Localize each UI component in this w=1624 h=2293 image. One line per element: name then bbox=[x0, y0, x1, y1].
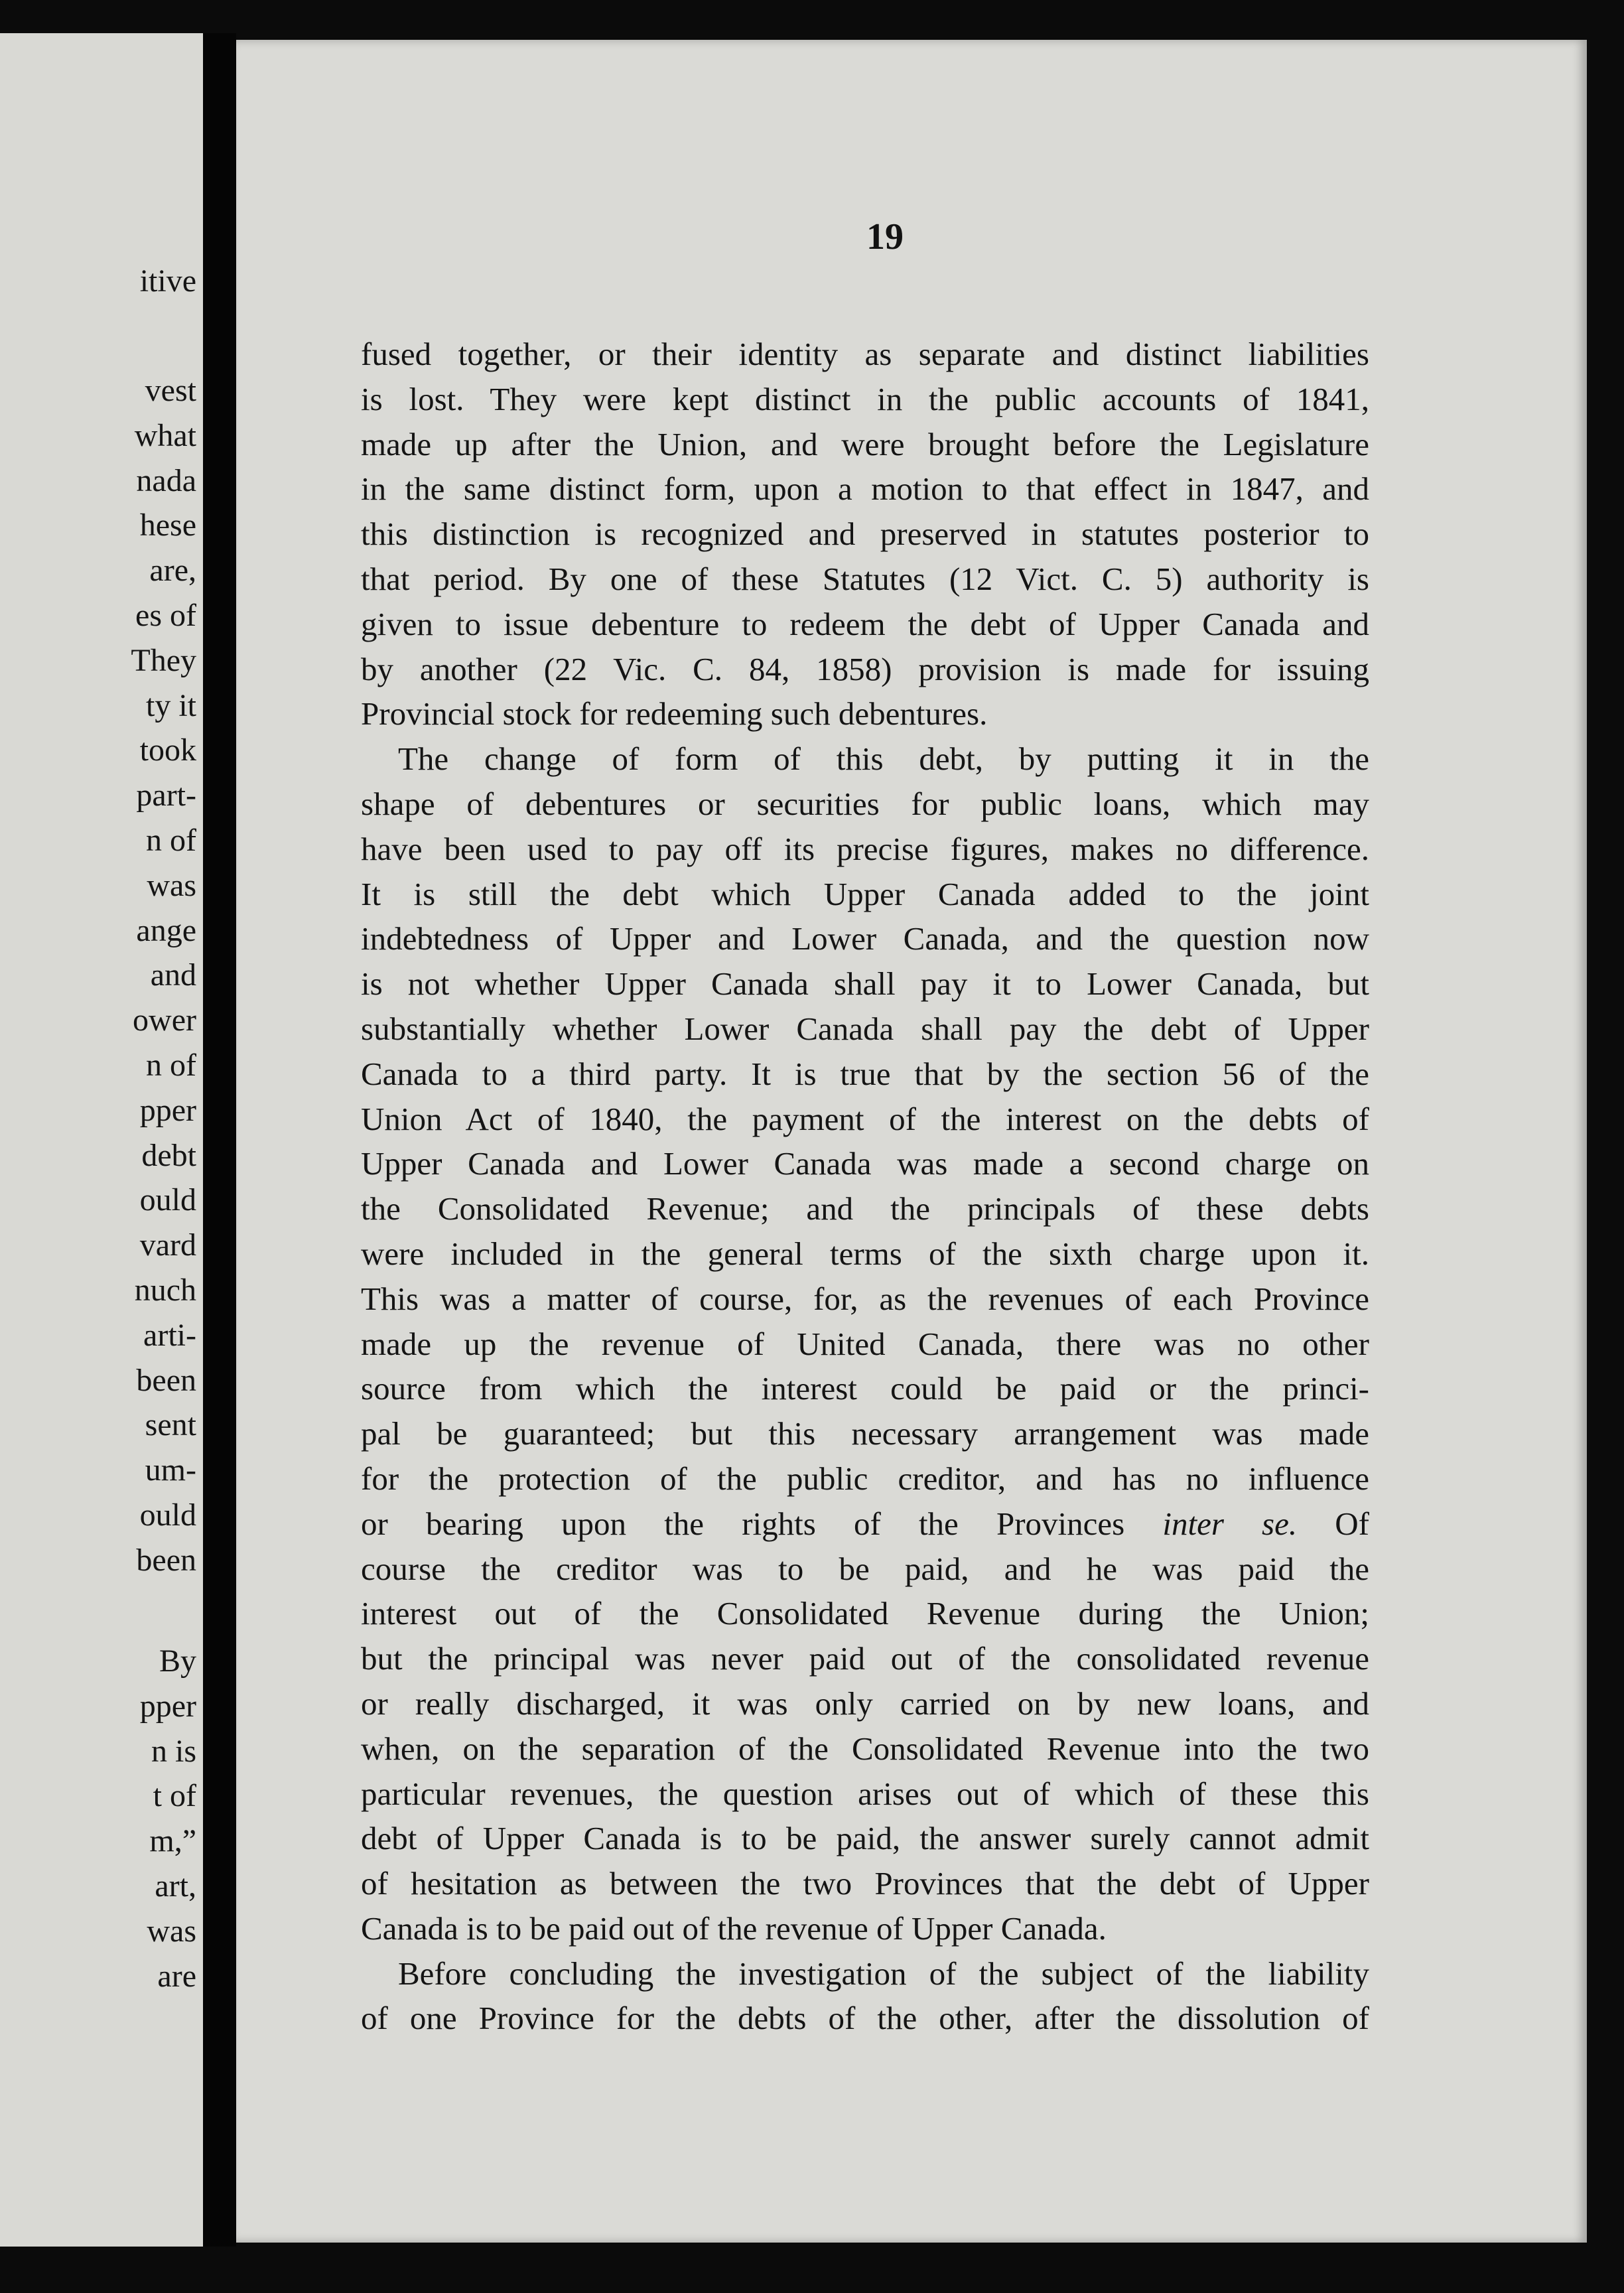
text-line: but the principal was never paid out of the consolidated revenue bbox=[361, 1640, 1369, 1677]
text-line: of hesitation as between the two Provinces that the debt of Upper bbox=[361, 1865, 1369, 1902]
left-page-fragment: been bbox=[136, 1362, 196, 1398]
text-line: substantially whether Lower Canada shall pay the debt of Upper bbox=[361, 1010, 1369, 1047]
text-line: Before concluding the investigation of the subject of the liability bbox=[398, 1955, 1369, 1992]
left-page-fragment: vest bbox=[145, 373, 196, 408]
text-line: in the same distinct form, upon a motion to that effect in 1847, and bbox=[361, 470, 1369, 508]
left-page-fragment: pper bbox=[139, 1092, 196, 1128]
text-line: This was a matter of course, for, as the revenues of each Province bbox=[361, 1280, 1369, 1317]
text-line: It is still the debt which Upper Canada added to the joint bbox=[361, 875, 1369, 912]
text-line: made up after the Union, and were brought before the Legislature bbox=[361, 425, 1369, 462]
left-facing-page bbox=[0, 33, 203, 2247]
text-line: fused together, or their identity as separate and distinct liabilities bbox=[361, 336, 1369, 372]
left-page-fragment: pper bbox=[139, 1688, 196, 1724]
text-line: indebtedness of Upper and Lower Canada, and the question now bbox=[361, 920, 1369, 957]
text-line: is not whether Upper Canada shall pay it to Lower Canada, but bbox=[361, 965, 1369, 1003]
left-page-fragment: was bbox=[147, 867, 196, 903]
text-line: is lost. They were kept distinct in the public accounts of 1841, bbox=[361, 380, 1369, 417]
text-line: debt of Upper Canada is to be paid, the answer surely cannot admit bbox=[361, 1820, 1369, 1857]
text-line: this distinction is recognized and preserved in statutes posterior to bbox=[361, 516, 1369, 553]
left-page-fragment: um- bbox=[145, 1452, 196, 1488]
paragraph bbox=[361, 736, 1369, 1951]
text-line: by another (22 Vic. C. 84, 1858) provision is made for issuing bbox=[361, 650, 1369, 687]
left-page-fragment: ty it bbox=[145, 687, 196, 723]
text-line: for the protection of the public creditor, and has no influence bbox=[361, 1460, 1369, 1497]
paragraph bbox=[361, 1951, 1369, 2042]
paragraph bbox=[361, 332, 1369, 736]
text-line: Canada is to be paid out of the revenue of Upper Canada. bbox=[361, 1910, 1107, 1947]
left-page-fragment: part- bbox=[136, 778, 196, 813]
left-page-fragment: was bbox=[147, 1913, 196, 1949]
text-line: or really discharged, it was only carried on by new loans, and bbox=[361, 1685, 1369, 1722]
left-page-fragment: debt bbox=[141, 1137, 196, 1173]
main-page bbox=[236, 40, 1587, 2243]
left-page-text-fragments bbox=[0, 33, 203, 2247]
text-line: have been used to pay off its precise figures, makes no difference. bbox=[361, 830, 1369, 867]
text-line: or bearing upon the rights of the Provinces inter se. Of bbox=[361, 1505, 1369, 1542]
left-page-fragment: ould bbox=[139, 1182, 196, 1218]
left-page-fragment: n of bbox=[146, 1048, 196, 1083]
text-line: shape of debentures or securities for public loans, which may bbox=[361, 785, 1369, 822]
left-page-fragment: vard bbox=[139, 1227, 196, 1263]
left-page-fragment: itive bbox=[139, 263, 196, 299]
left-page-fragment: t of bbox=[153, 1778, 196, 1814]
left-page-fragment: ower bbox=[133, 1003, 196, 1038]
text-line: Provincial stock for redeeming such debentures. bbox=[361, 695, 988, 732]
text-line: source from which the interest could be paid or the princi- bbox=[361, 1370, 1369, 1407]
left-page-fragment: hese bbox=[139, 508, 196, 543]
left-page-fragment: m,” bbox=[149, 1823, 196, 1859]
book-gutter bbox=[203, 33, 236, 2247]
left-page-fragment: took bbox=[139, 732, 196, 768]
left-page-fragment: ange bbox=[136, 912, 196, 948]
body-text bbox=[361, 332, 1369, 2041]
text-line: were included in the general terms of the sixth charge upon it. bbox=[361, 1235, 1369, 1272]
scan-border bbox=[1587, 27, 1624, 2293]
text-line: the Consolidated Revenue; and the principals of these debts bbox=[361, 1190, 1369, 1227]
text-line: that period. By one of these Statutes (12 Vict. C. 5) authority is bbox=[361, 560, 1369, 597]
left-page-fragment: ould bbox=[139, 1497, 196, 1533]
left-page-fragment: been bbox=[136, 1542, 196, 1578]
left-page-fragment: nada bbox=[136, 462, 196, 498]
left-page-fragment: what bbox=[134, 417, 196, 453]
text-line: interest out of the Consolidated Revenue during the Union; bbox=[361, 1595, 1369, 1632]
text-line: The change of form of this debt, by putting it in the bbox=[398, 740, 1369, 778]
left-page-fragment: art, bbox=[155, 1868, 196, 1904]
text-line: Union Act of 1840, the payment of the interest on the debts of bbox=[361, 1100, 1369, 1137]
left-page-fragment: are, bbox=[149, 553, 196, 589]
text-line: Upper Canada and Lower Canada was made a second charge on bbox=[361, 1145, 1369, 1182]
text-line: course the creditor was to be paid, and he was paid the bbox=[361, 1550, 1369, 1587]
text-line: given to issue debenture to redeem the debt of Upper Canada and bbox=[361, 605, 1369, 642]
left-page-fragment: and bbox=[150, 957, 196, 993]
left-page-fragment: By bbox=[159, 1643, 196, 1679]
text-line: when, on the separation of the Consolidated Revenue into the two bbox=[361, 1730, 1369, 1767]
text-line: of one Province for the debts of the other, after the dissolution of bbox=[361, 2000, 1369, 2037]
text-line: made up the revenue of United Canada, there was no other bbox=[361, 1325, 1369, 1362]
text-line: Canada to a third party. It is true that by the section 56 of the bbox=[361, 1055, 1369, 1092]
text-line: particular revenues, the question arises out of which of these this bbox=[361, 1775, 1369, 1812]
left-page-fragment: sent bbox=[145, 1407, 196, 1443]
text-line: pal be guaranteed; but this necessary arrangement was made bbox=[361, 1415, 1369, 1452]
left-page-fragment: nuch bbox=[134, 1273, 196, 1308]
left-page-fragment: arti- bbox=[143, 1317, 196, 1353]
left-page-fragment: n is bbox=[151, 1733, 196, 1769]
left-page-fragment: n of bbox=[146, 823, 196, 858]
left-page-fragment: es of bbox=[135, 598, 196, 633]
left-page-fragment: They bbox=[131, 642, 196, 678]
page-number: 19 bbox=[866, 216, 904, 257]
left-page-fragment: are bbox=[157, 1958, 196, 1994]
